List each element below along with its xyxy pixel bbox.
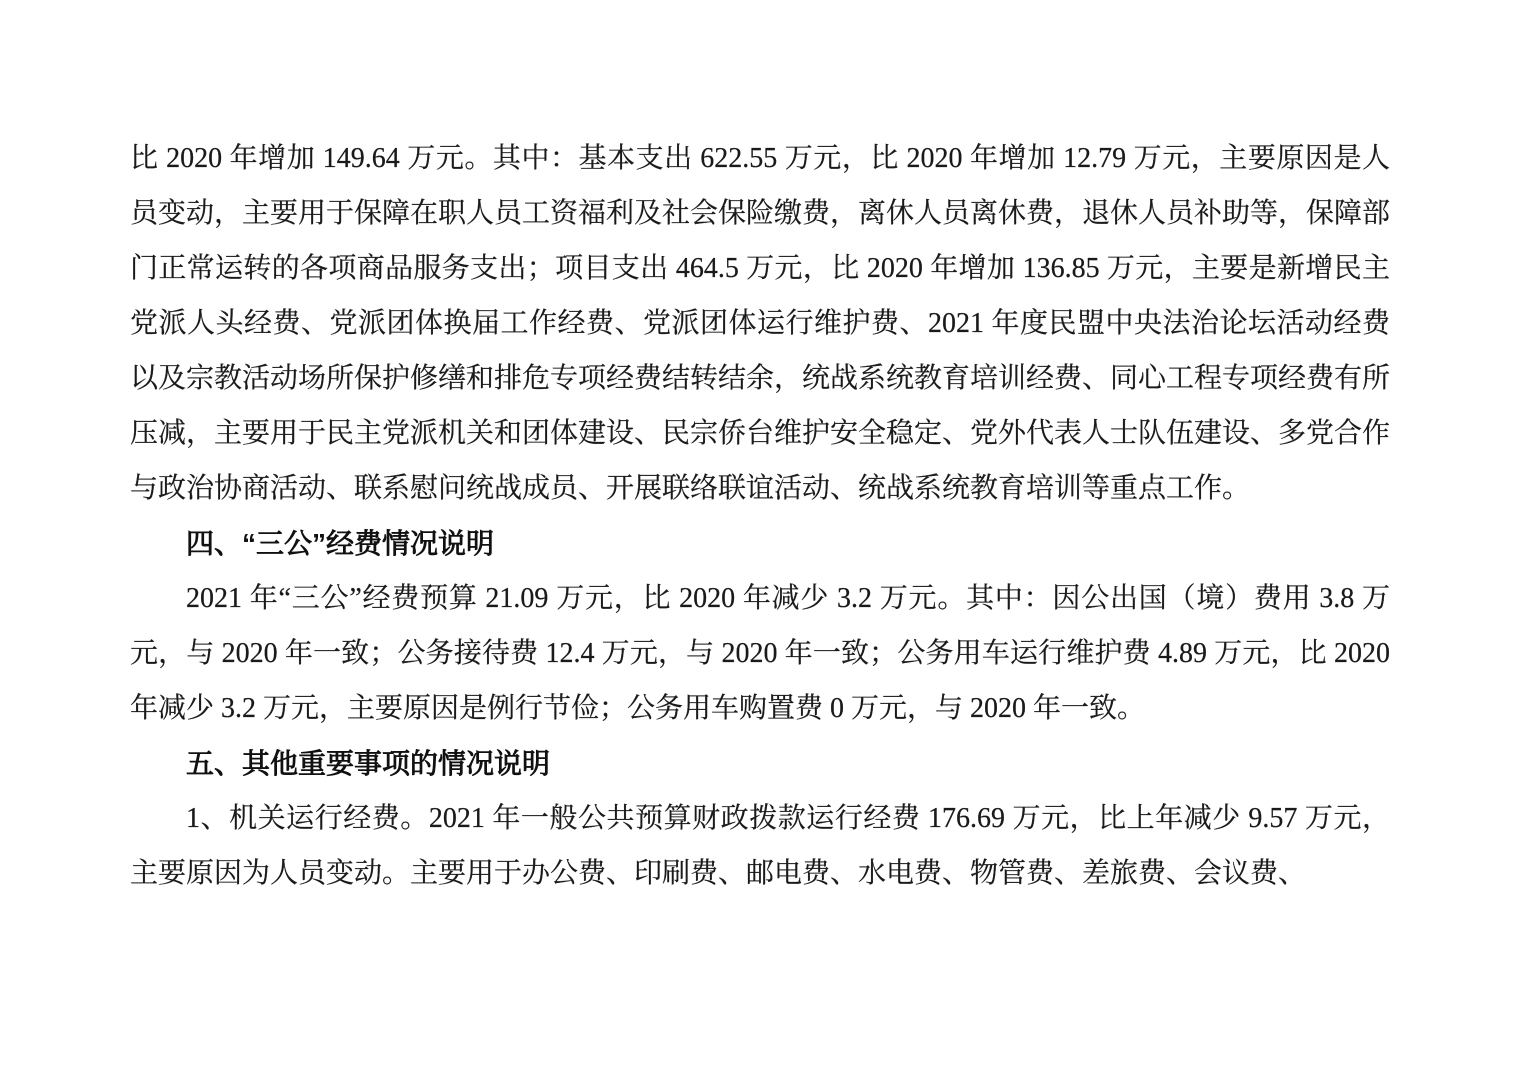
paragraph-agency-operating-funds: 1、机关运行经费。2021 年一般公共预算财政拨款运行经费 176.69 万元，比上年减少 9.57 万元，主要原因为人员变动。主要用于办公费、印刷费、邮电费、水电费、物管费、差旅费、会议费、 — [130, 803, 1390, 889]
paragraph-budget-increase-continuation: 比 2020 年增加 149.64 万元。其中：基本支出 622.55 万元，比 2020 年增加 12.79 万元，主要原因是人员变动，主要用于保障在职人员工资福利及社会保险缴费，离休人员离休费，退休人员补助等，保障部门正常运转的各项商品服务支出；项目支出 464.5 万元，比 2020 年增加 136.85 万元，主要是新增民主党派人头经费、党派团体换届工作经费、党派团体运行维护费、2021 年度民盟中央法治论坛活动经费以及宗教活动场所保护修缮和排危专项经费结转结余，统战系统教育培训经费、同心工程专项经费有所压减，主要用于民主党派机关和团体建设、民宗侨台维护安全稳定、党外代表人士队伍建设、多党合作与政治协商活动、联系慰问统战成员、开展联络联谊活动、统战系统教育培训等重点工作。 — [130, 143, 1391, 504]
section-heading-four-sangong-expenses: 四、“三公”经费情况说明 — [186, 528, 495, 559]
section-heading-five-other-important-matters: 五、其他重要事项的情况说明 — [186, 748, 551, 779]
document-body — [130, 131, 1390, 901]
paragraph-sangong-expenses-detail: 2021 年“三公”经费预算 21.09 万元，比 2020 年减少 3.2 万元。其中：因公出国（境）费用 3.8 万元，与 2020 年一致；公务接待费 12.4 万元，与 2020 年一致；公务用车运行维护费 4.89 万元，比 2020 年减少 3.2 万元，主要原因是例行节俭；公务用车购置费 0 万元，与 2020 年一致。 — [130, 583, 1390, 724]
